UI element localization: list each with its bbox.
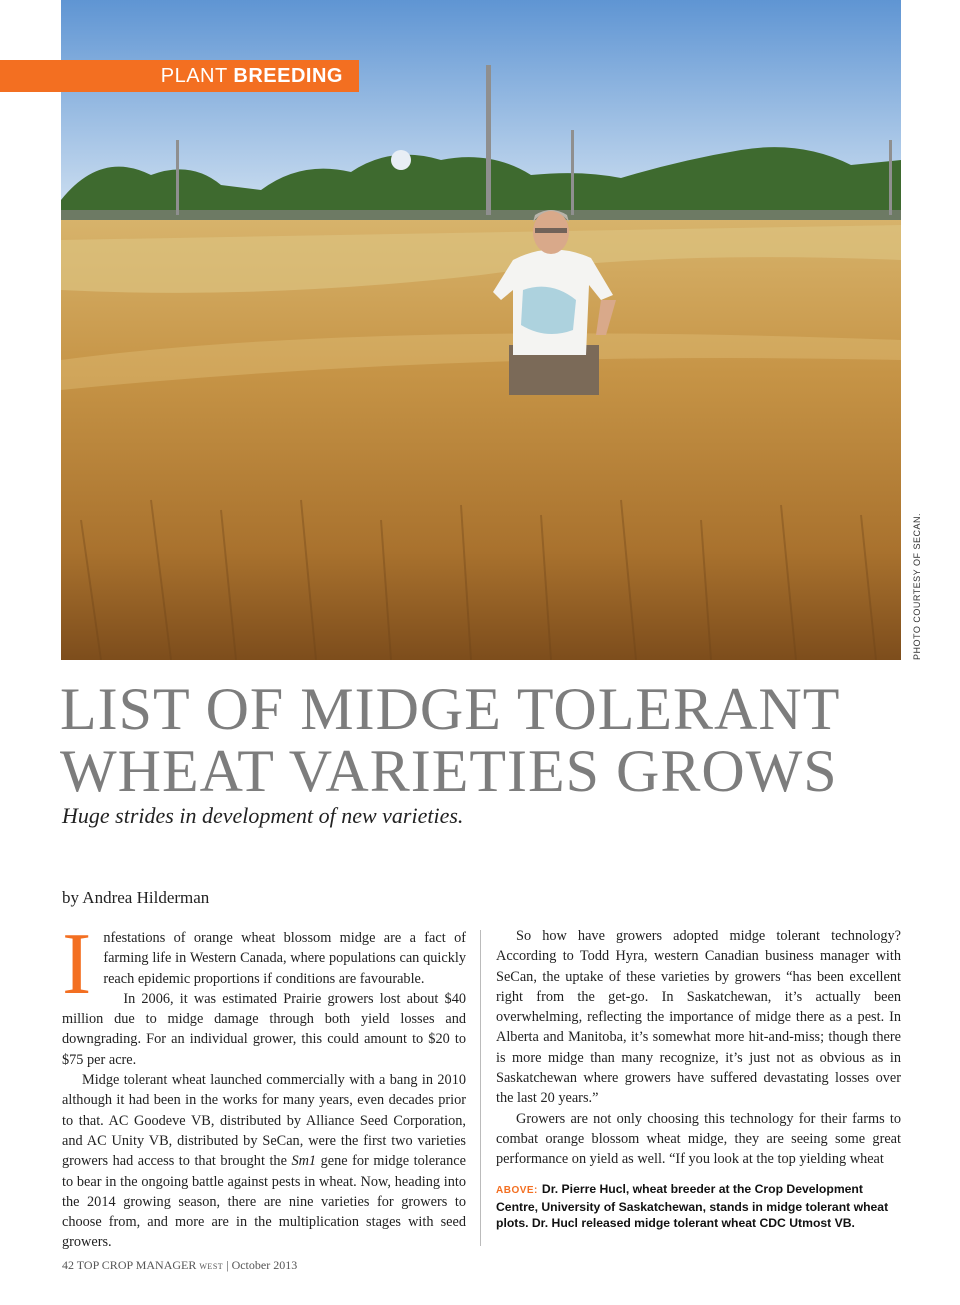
paragraph-3 — [62, 1070, 466, 1253]
paragraph-1 — [62, 916, 466, 1013]
drop-cap: I — [62, 916, 92, 1013]
deck: Huge strides in development of new varieties. — [62, 803, 464, 828]
headline — [60, 678, 920, 802]
photo-credit: PHOTO COURTESY OF SECAN. — [912, 512, 922, 660]
section-tag — [0, 60, 359, 92]
footer-separator: | — [226, 1258, 229, 1272]
photo-caption — [496, 1181, 901, 1231]
paragraph-3-text-b: gene for midge tolerance to bear in the ongoing battle against pests in wheat. Now, heading into the 2014 growing season, there are nine varieties for growers to choose from, and more are in the multiplication stages with seed growers. — [62, 1153, 466, 1251]
body-column-right — [496, 926, 901, 1170]
paragraph-5: Growers are not only choosing this technology for their farms to combat orange blossom wheat midge, they are seeing some great performance on yield as well. “If you look at the top yielding wheat — [496, 1110, 901, 1168]
section-tag-bold: BREEDING — [233, 65, 343, 87]
issue-date: October 2013 — [231, 1258, 298, 1272]
gene-name: Sm1 — [291, 1153, 317, 1170]
page-footer — [62, 1258, 297, 1273]
section-tag-prefix: PLANT — [160, 65, 234, 87]
page-number: 42 — [62, 1258, 74, 1272]
edition-name: WEST — [199, 1262, 224, 1271]
hero-photo — [61, 0, 901, 660]
caption-text: Dr. Pierre Hucl, wheat breeder at the Crop Development Centre, University of Saskatchewan, stands in midge tolerant wheat plots. Dr. Hucl released midge tolerant wheat CDC Utmost VB. — [496, 1182, 889, 1230]
headline-line-2: WHEAT VARIETIES GROWS — [60, 738, 838, 804]
headline-line-1: LIST OF MIDGE TOLERANT — [60, 676, 841, 742]
paragraph-4: So how have growers adopted midge tolerant technology? According to Todd Hyra, western Canadian business manager with SeCan, the uptake of these varieties by growers “has been excellent right from the get-go. In Saskatchewan, it’s actually been overwhelming, reflecting the importance of midge there as a pest. In Alberta and Manitoba, it’s somewhat more hit-and-miss; though there is more midge than many recognize, it’s just not as obvious as in Saskatchewan where growers have suffered devastating losses over the last 20 years.” — [496, 928, 901, 1107]
wheat-field-illustration — [61, 0, 901, 660]
paragraph-1-text: nfestations of orange wheat blossom midge are a fact of farming life in Western Canada, where populations can quickly reach epidemic proportions if conditions are favourable. — [103, 930, 466, 987]
paragraph-2: In 2006, it was estimated Prairie growers lost about $40 million due to midge damage through both yield losses and downgrading. For an individual grower, this could amount to $20 to $75 per acre. — [62, 990, 466, 1068]
body-column-left — [62, 916, 466, 1253]
magazine-name: TOP CROP MANAGER — [76, 1258, 197, 1272]
column-divider — [480, 930, 481, 1246]
caption-label: ABOVE: — [496, 1185, 538, 1196]
paragraph-3-text-a: Midge tolerant wheat launched commercially with a bang in 2010 although it had been in the works for many years, even decades prior to that. AC Goodeve VB, distributed by Alliance Seed Corporation, and AC Unity VB, distributed by SeCan, were the first two varieties growers had access to that brought the — [62, 1072, 466, 1170]
byline: by Andrea Hilderman — [62, 888, 210, 907]
